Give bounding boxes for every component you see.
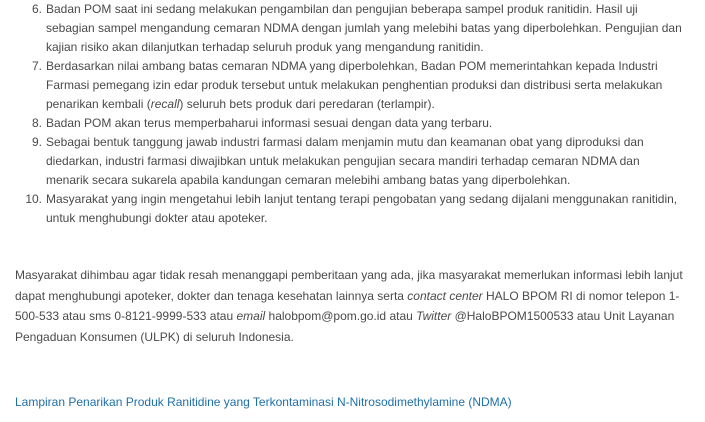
numbered-list xyxy=(25,0,691,228)
list-item-number: 9. xyxy=(31,135,42,149)
paragraph-text: Masyarakat dihimbau agar tidak resah menanggapi pemberitaan yang ada, jika masyarakat memerlukan informasi lebih lanjut dapat menghubungi apoteker, dokter dan tenaga kesehatan lainnya serta xyxy=(15,268,683,303)
list-item-text: untuk menghubungi dokter atau apoteker. xyxy=(46,211,268,225)
list-item-text: kajian risiko akan dilanjutkan terhadap seluruh produk yang mengandung ranitidin. xyxy=(46,40,484,54)
email-term: email xyxy=(236,309,266,323)
attachment-link[interactable]: Lampiran Penarikan Produk Ranitidine yang Terkontaminasi N-Nitrosodimethylamine (NDMA) xyxy=(15,395,512,409)
list-item-text: sebagian sampel mengandung cemaran NDMA dengan jumlah yang melebihi batas yang diperbolehkan. Pengujian dan xyxy=(46,21,682,35)
list-item-text: Badan POM akan terus memperbaharui informasi sesuai dengan data yang terbaru. xyxy=(46,116,493,130)
list-item xyxy=(31,0,691,57)
list-item-text: penarikan kembali ( xyxy=(46,97,151,111)
list-item-text: menarik secara sukarela apabila kandungan cemaran melebihi ambang batas yang diperbolehkan. xyxy=(46,173,571,187)
list-item-text: Farmasi pemegang izin edar produk tersebut untuk melakukan penghentian produksi dan distribusi serta melakukan xyxy=(46,78,663,92)
list-item-number: 7. xyxy=(31,59,42,73)
list-item xyxy=(25,190,691,228)
list-item xyxy=(31,57,691,114)
contact-center-term: contact center xyxy=(407,288,483,303)
paragraph-text: @HaloBPOM1500533 atau Unit Layanan Pengaduan Konsumen (ULPK) di seluruh Indonesia. xyxy=(15,309,675,344)
closing-paragraph xyxy=(15,265,695,347)
paragraph-text: halobpom@pom.go.id atau xyxy=(265,309,417,323)
list-item-text: Sebagai bentuk tanggung jawab industri farmasi dalam menjamin mutu dan keamanan obat yang diproduksi dan xyxy=(46,135,644,149)
list-item-number: 10. xyxy=(25,192,42,206)
list-item-text: diedarkan, industri farmasi diwajibkan untuk melakukan pengujian secara mandiri terhadap cemaran NDMA dan xyxy=(46,154,640,168)
list-item-text: Masyarakat yang ingin mengetahui lebih lanjut tentang terapi pengobatan yang sedang dijalani menggunakan ranitidin, xyxy=(46,192,678,206)
list-item xyxy=(31,133,691,190)
list-item-text: ) seluruh bets produk dari peredaran (terlampir). xyxy=(179,97,435,111)
list-item-text: Badan POM saat ini sedang melakukan pengambilan dan pengujian beberapa sampel produk ranitidin. Hasil uji xyxy=(46,2,638,16)
list-item-text: Berdasarkan nilai ambang batas cemaran NDMA yang diperbolehkan, Badan POM memerintahkan kepada Industri xyxy=(46,59,658,73)
list-item-number: 6. xyxy=(31,2,42,16)
list-item-number: 8. xyxy=(31,116,42,130)
recall-term: recall xyxy=(150,97,180,111)
paragraph-text: HALO BPOM RI di nomor telepon 1-500-533 atau sms 0-8121-9999-533 atau xyxy=(15,288,680,323)
twitter-term: Twitter xyxy=(416,309,452,323)
list-item xyxy=(31,114,691,133)
